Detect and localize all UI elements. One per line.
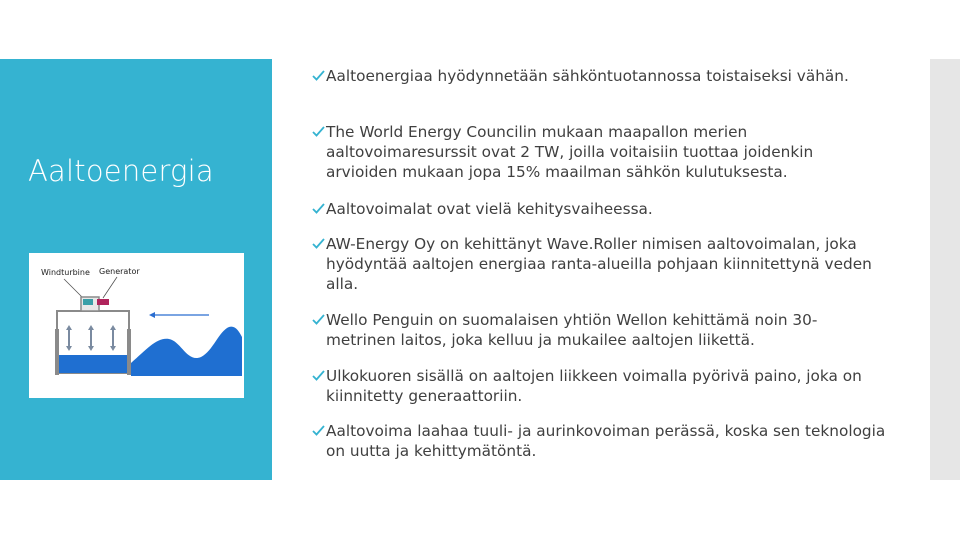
list-item (318, 421, 886, 461)
bullet-text: The World Energy Councilin mukaan maapallon merien aaltovoimaresurssit ovat 2 TW, joilla voitaisiin tuottaa joidenkin arvioiden mukaan jopa 15% maailman sähkön kulutuksesta. (326, 123, 814, 181)
bullet-text: Aaltoenergiaa hyödynnetään sähköntuotannossa toistaiseksi vähän. (326, 67, 849, 85)
check-bullet-icon (312, 202, 325, 215)
right-accent-strip (930, 59, 960, 480)
list-item (318, 310, 886, 350)
list-item (318, 366, 886, 406)
generator-label: Generator (99, 267, 140, 276)
check-bullet-icon (312, 237, 325, 250)
check-bullet-icon (312, 69, 325, 82)
bullet-text: Ulkokuoren sisällä on aaltojen liikkeen voimalla pyörivä paino, joka on kiinnitetty generaattoriin. (326, 367, 862, 405)
turbine-icon (83, 299, 93, 305)
sea-waves (131, 327, 242, 376)
list-item (318, 234, 886, 294)
bullet-text: Aaltovoimalat ovat vielä kehitysvaiheessa. (326, 200, 653, 218)
bullet-text: Wello Penguin on suomalaisen yhtiön Wellon kehittämä noin 30-metrinen laitos, joka kelluu ja mukailee aaltojen liikettä. (326, 311, 818, 349)
check-bullet-icon (312, 424, 325, 437)
check-bullet-icon (312, 125, 325, 138)
oscillating-water-column-illustration (29, 253, 244, 398)
generator-icon (97, 299, 109, 305)
list-item (318, 199, 886, 219)
check-bullet-icon (312, 313, 325, 326)
wave-power-diagram (29, 253, 244, 398)
bullet-text: Aaltovoima laahaa tuuli- ja aurinkovoiman perässä, koska sen teknologia on uutta ja kehittymätöntä. (326, 422, 886, 460)
check-bullet-icon (312, 369, 325, 382)
water-column (59, 355, 127, 373)
list-item (318, 122, 886, 182)
bullet-text: AW-Energy Oy on kehittänyt Wave.Roller nimisen aaltovoimalan, joka hyödyntää aaltojen energiaa ranta-alueilla pohjaan kiinnitettynä veden alla. (326, 235, 872, 293)
windturbine-label: Windturbine (41, 268, 90, 277)
list-item (318, 66, 886, 86)
slide-title: Aaltoenergia (28, 154, 214, 188)
